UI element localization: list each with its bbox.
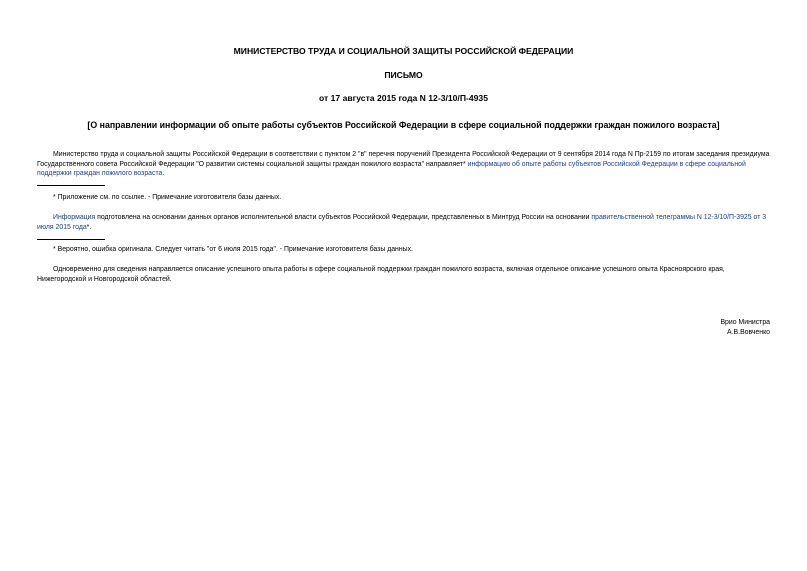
signature-name: А.В.Вовченко: [727, 329, 770, 336]
document-title: [О направлении информации об опыте работы субъектов Российской Федерации в сфере социальной поддержки граждан пожилого возраста]: [87, 120, 720, 130]
attachment-link[interactable]: информацию об опыте работы субъектов Российской Федерации в сфере социальной поддержки граждан пожилого возраста: [37, 160, 746, 178]
footnote-1: * Приложение см. по ссылке. - Примечание изготовителя базы данных.: [53, 194, 282, 201]
paragraph-1-text: Министерство труда и социальной защиты Российской Федерации в соответствии с пунктом 2 "в" перечня поручений Президента Российской Федерации от 9 сентября 2014 года N Пр-2159 по итогам заседания президиума Государственного совета Российской Федерации "О развитии системы социальной защиты граждан пожилого возраста" направляет*: [37, 151, 770, 168]
paragraph-2: [37, 213, 770, 232]
footnote-divider-1: [37, 185, 105, 186]
signature-position: Врио Министра: [720, 319, 770, 326]
paragraph-3: Одновременно для сведения направляется описание успешного опыта работы в сфере социальной поддержки граждан пожилого возраста, включая отдельное описание успешного опыта Красноярского края, Нижегородской и Новгородской областей.: [37, 266, 725, 283]
document-date-number: от 17 августа 2015 года N 12-3/10/П-4935: [319, 93, 488, 103]
information-link[interactable]: Информация: [53, 214, 96, 221]
paragraph-1-end: .: [162, 170, 165, 178]
paragraph-2-text: подготовлена на основании данных органов исполнительной власти субъектов Российской Федерации, представленных в Минтруд России на основании: [95, 214, 592, 221]
document-type: ПИСЬМО: [384, 70, 423, 80]
footnote-2: * Вероятно, ошибка оригинала. Следует читать "от 6 июля 2015 года". - Примечание изготовителя базы данных.: [53, 246, 413, 253]
ministry-name: МИНИСТЕРСТВО ТРУДА И СОЦИАЛЬНОЙ ЗАЩИТЫ РОССИЙСКОЙ ФЕДЕРАЦИИ: [233, 46, 574, 56]
paragraph-2-end: *.: [86, 223, 92, 231]
paragraph-1: [37, 150, 770, 179]
telegram-link[interactable]: правительственной телеграммы N 12-3/10/П-3925 от 3 июля 2015 года: [37, 214, 767, 231]
footnote-divider-2: [37, 239, 105, 240]
